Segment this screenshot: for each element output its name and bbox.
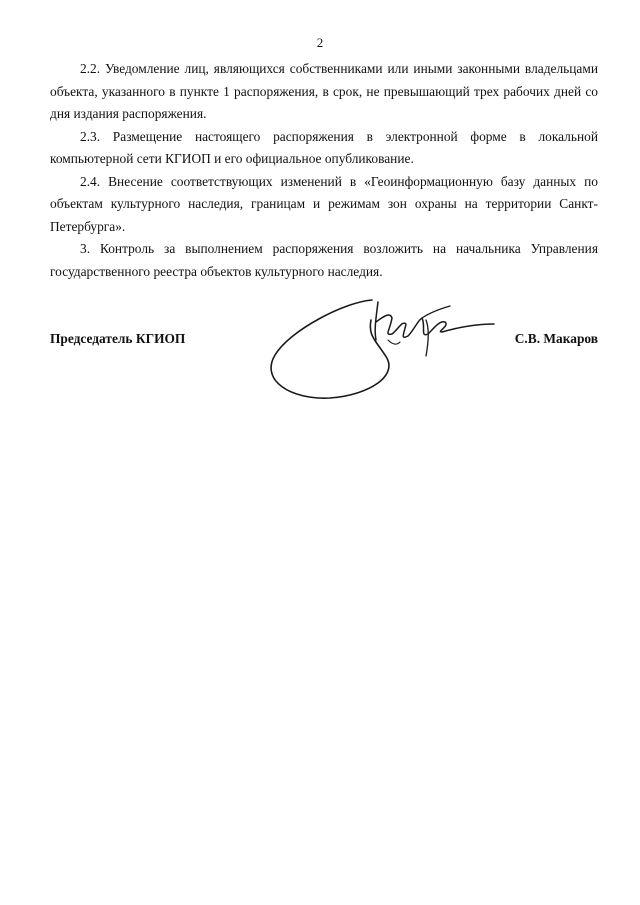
paragraph-2-4: 2.4. Внесение соответствующих изменений в «Геоинформационную базу данных по объектам культурного наследия, границам и режимам зон охраны на территории Санкт-Петербурга».	[50, 173, 598, 234]
paragraph-2-3: 2.3. Размещение настоящего распоряжения в электронной форме в локальной компьютерной сети КГИОП и его официальное опубликование.	[50, 128, 598, 166]
handwritten-signature	[250, 290, 500, 405]
paragraph-3: 3. Контроль за выполнением распоряжения возложить на начальника Управления государственного реестра объектов культурного наследия.	[50, 241, 598, 279]
signatory-position: Председатель КГИОП	[50, 331, 186, 346]
signature-block	[50, 290, 598, 410]
page-number: 2	[316, 35, 324, 50]
document-body	[50, 58, 598, 283]
signatory-name: С.В. Макаров	[514, 331, 598, 346]
paragraph-2-2: 2.2. Уведомление лиц, являющихся собственниками или иными законными владельцами объекта, указанного в пункте 1 распоряжения, в срок, не превышающий трех рабочих дней со дня издания распоряжения.	[50, 61, 598, 121]
